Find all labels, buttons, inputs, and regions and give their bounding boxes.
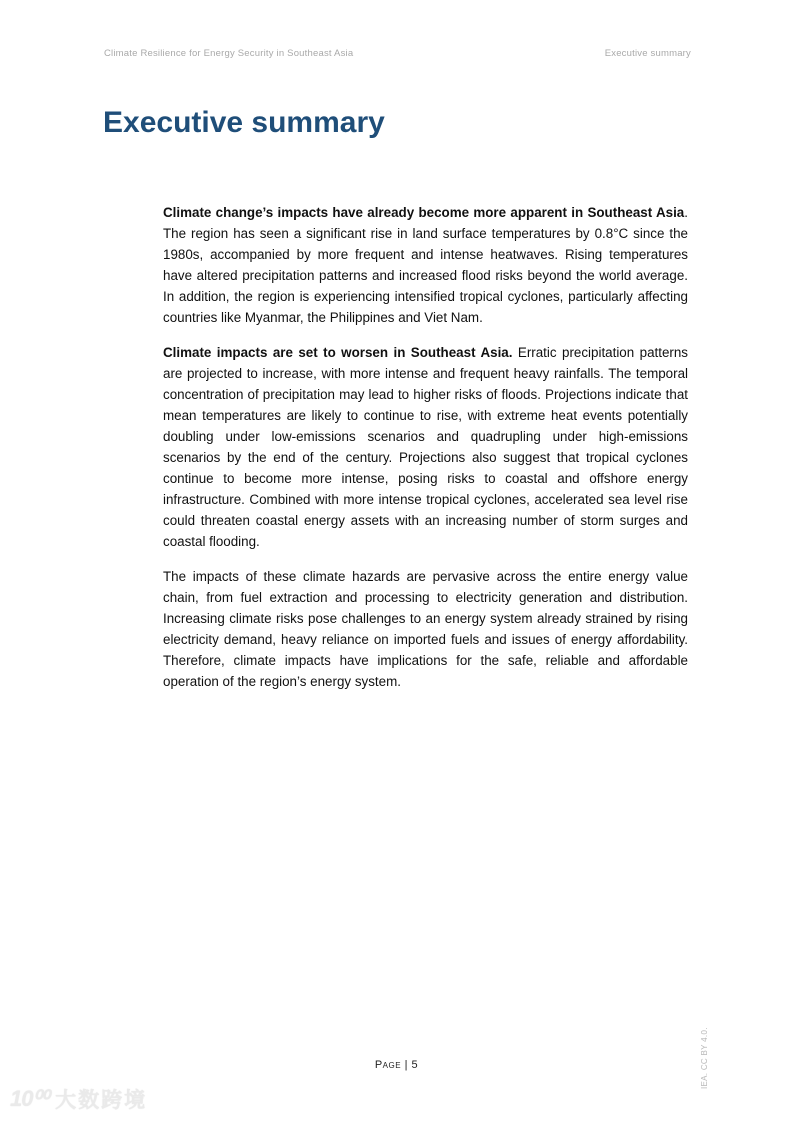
header-document-title: Climate Resilience for Energy Security in Southeast Asia — [104, 48, 354, 59]
header-section-label: Executive summary — [604, 48, 691, 59]
watermark — [10, 1084, 147, 1114]
paragraph-body-text: The impacts of these climate hazards are pervasive across the entire energy value chain, from fuel extraction and processing to electricity generation and distribution. Increasing climate risks pose challenges to an energy system already strained by rising electricity demand, heavy reliance on imported fuels and issues of energy affordability. Therefore, climate impacts have implications for the safe, reliable and affordable operation of the region’s energy system. — [163, 569, 688, 689]
paragraph-body-text: Erratic precipitation patterns are projected to increase, with more intense and frequent heavy rainfalls. The temporal concentration of precipitation may lead to higher risks of floods. Projections indicate that mean temperatures are likely to continue to rise, with extreme heat events potentially doubling under low-emissions scenarios and quadrupling under high-emissions scenarios by the end of the century. Projections also suggest that tropical cyclones continue to become more intense, posing risks to coastal and offshore energy infrastructure. Combined with more intense tropical cyclones, accelerated sea level rise could threaten coastal energy assets with an increasing number of storm surges and coastal flooding. — [163, 345, 689, 549]
watermark-logo-icon: 10⁰⁰ — [10, 1086, 49, 1111]
paragraph-energy-value-chain — [163, 566, 688, 692]
license-side-note: IEA. CC BY 4.0. — [700, 1027, 709, 1089]
paragraph-lead-bold: Climate impacts are set to worsen in Southeast Asia. — [163, 345, 513, 360]
paragraph-body-text: . The region has seen a significant rise in land surface temperatures by 0.8°C since the 1980s, accompanied by more frequent and intense heatwaves. Rising temperatures have altered precipitation patterns and increased flood risks beyond the world average. In addition, the region is experiencing intensified tropical cyclones, particularly affecting countries like Myanmar, the Philippines and Viet Nam. — [163, 205, 688, 325]
paragraph-lead-bold: Climate change’s impacts have already become more apparent in Southeast Asia — [163, 205, 685, 220]
running-header — [104, 48, 691, 59]
page-title: Executive summary — [103, 106, 385, 139]
watermark-text: 大数跨境 — [55, 1089, 148, 1112]
paragraph-climate-impacts-apparent — [163, 202, 688, 328]
page-number: Page | 5 — [374, 1059, 419, 1071]
body-text — [163, 202, 688, 706]
paragraph-climate-impacts-worsen — [163, 342, 688, 552]
